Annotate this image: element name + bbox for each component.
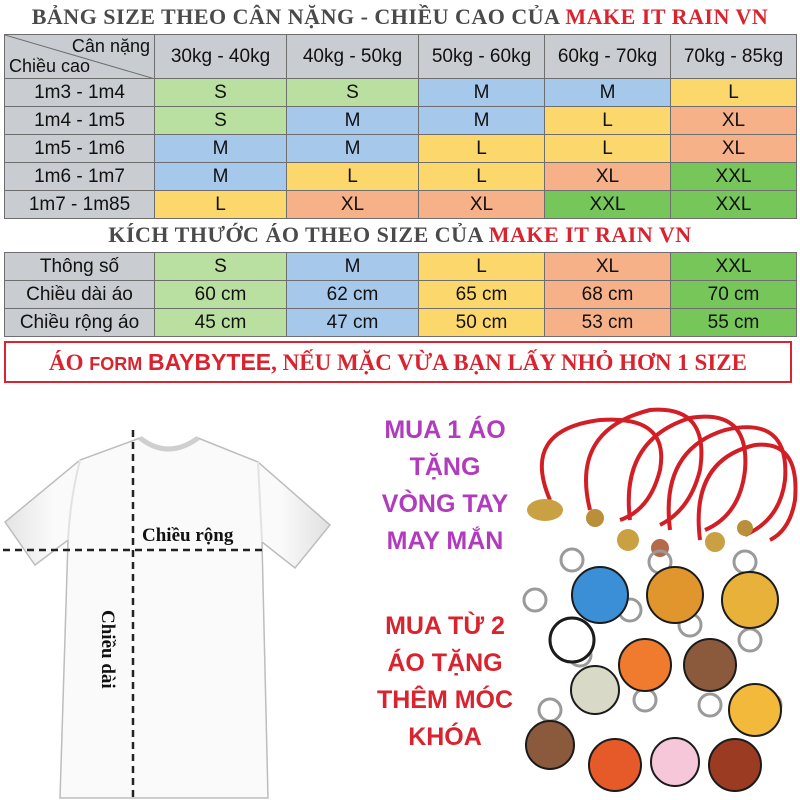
- size-cell: XL: [419, 191, 545, 219]
- size-cell: M: [287, 135, 419, 163]
- length-label: Chiều dài: [97, 610, 118, 689]
- weight-axis-label: Cân nặng: [71, 36, 150, 56]
- weight-header: 60kg - 70kg: [545, 35, 671, 79]
- height-axis-label: Chiều cao: [9, 56, 91, 76]
- promo-line: MUA 1 ÁO: [384, 416, 506, 444]
- weight-header: 50kg - 60kg: [419, 35, 545, 79]
- size-cell: XXL: [671, 191, 797, 219]
- spec-chart-title-text: KÍCH THƯỚC ÁO THEO SIZE CỦA: [108, 222, 483, 247]
- note-brand: BAYBYTEE: [148, 349, 272, 375]
- size-header: M: [287, 253, 419, 281]
- size-table-header: [5, 35, 797, 79]
- table-row: [5, 135, 797, 163]
- size-cell: L: [287, 163, 419, 191]
- height-label: 1m4 - 1m5: [5, 107, 155, 135]
- spec-cell: 47 cm: [287, 309, 419, 337]
- weight-header: 30kg - 40kg: [155, 35, 287, 79]
- promo-line: MUA TỪ 2: [385, 612, 505, 640]
- size-cell: XXL: [545, 191, 671, 219]
- table-row: [5, 281, 797, 309]
- size-cell: S: [155, 79, 287, 107]
- promo-line: MAY MẮN: [386, 527, 504, 555]
- size-header: L: [419, 253, 545, 281]
- height-label: 1m6 - 1m7: [5, 163, 155, 191]
- height-label: 1m3 - 1m4: [5, 79, 155, 107]
- width-label: Chiều rộng: [142, 525, 234, 546]
- red-bracelet-image: [542, 410, 796, 540]
- spec-table-header: [5, 253, 797, 281]
- size-cell: XL: [671, 107, 797, 135]
- weight-header: 40kg - 50kg: [287, 35, 419, 79]
- spec-cell: 65 cm: [419, 281, 545, 309]
- size-cell: XL: [671, 135, 797, 163]
- size-header: XXL: [671, 253, 797, 281]
- size-cell: S: [287, 79, 419, 107]
- size-cell: XL: [287, 191, 419, 219]
- table-row: [5, 79, 797, 107]
- size-chart-title-text: BẢNG SIZE THEO CÂN NẶNG - CHIỀU CAO CỦA: [31, 4, 560, 29]
- size-chart-title: [0, 4, 800, 30]
- size-cell: XXL: [671, 163, 797, 191]
- spec-cell: 62 cm: [287, 281, 419, 309]
- table-row: [5, 309, 797, 337]
- size-cell: L: [671, 79, 797, 107]
- note-text: ÁO: [49, 350, 84, 375]
- promo-line: KHÓA: [408, 723, 482, 751]
- size-cell: M: [419, 79, 545, 107]
- size-cell: XL: [545, 163, 671, 191]
- size-cell: S: [155, 107, 287, 135]
- size-header: XL: [545, 253, 671, 281]
- size-cell: L: [419, 135, 545, 163]
- size-cell: M: [155, 163, 287, 191]
- corner-cell: [5, 35, 155, 79]
- weight-header: 70kg - 85kg: [671, 35, 797, 79]
- gifts-image: [510, 400, 800, 800]
- height-label: 1m5 - 1m6: [5, 135, 155, 163]
- height-label: 1m7 - 1m85: [5, 191, 155, 219]
- spec-cell: 60 cm: [155, 281, 287, 309]
- note-text: FORM: [89, 354, 143, 374]
- size-cell: M: [545, 79, 671, 107]
- spec-cell: 70 cm: [671, 281, 797, 309]
- table-row: [5, 163, 797, 191]
- brand-name: MAKE IT RAIN VN: [488, 222, 692, 247]
- t-shirt-image: [0, 400, 340, 800]
- promo-line: THÊM MÓC: [376, 686, 514, 714]
- size-table: [4, 34, 797, 219]
- table-row: [5, 107, 797, 135]
- spec-chart-title: [0, 222, 800, 248]
- table-row: [5, 191, 797, 219]
- promo-line: ÁO TẶNG: [387, 649, 503, 677]
- spec-cell: 68 cm: [545, 281, 671, 309]
- size-cell: M: [419, 107, 545, 135]
- size-cell: M: [287, 107, 419, 135]
- spec-cell: 55 cm: [671, 309, 797, 337]
- size-cell: L: [419, 163, 545, 191]
- size-cell: L: [545, 135, 671, 163]
- size-cell: L: [545, 107, 671, 135]
- spec-cell: 45 cm: [155, 309, 287, 337]
- animal-keychain-image: [524, 549, 781, 791]
- promo-line: VÒNG TAY: [381, 490, 509, 518]
- spec-table: [4, 252, 797, 337]
- spec-header-label: Thông số: [5, 253, 155, 281]
- size-cell: M: [155, 135, 287, 163]
- spec-row-label: Chiều dài áo: [5, 281, 155, 309]
- spec-cell: 53 cm: [545, 309, 671, 337]
- fit-note-banner: [4, 341, 792, 383]
- brand-name: MAKE IT RAIN VN: [565, 4, 769, 29]
- spec-row-label: Chiều rộng áo: [5, 309, 155, 337]
- size-header: S: [155, 253, 287, 281]
- size-cell: L: [155, 191, 287, 219]
- spec-cell: 50 cm: [419, 309, 545, 337]
- note-text: , NẾU MẶC VỪA BẠN LẤY NHỎ HƠN 1 SIZE: [271, 350, 747, 375]
- promo-line: TẶNG: [409, 453, 481, 481]
